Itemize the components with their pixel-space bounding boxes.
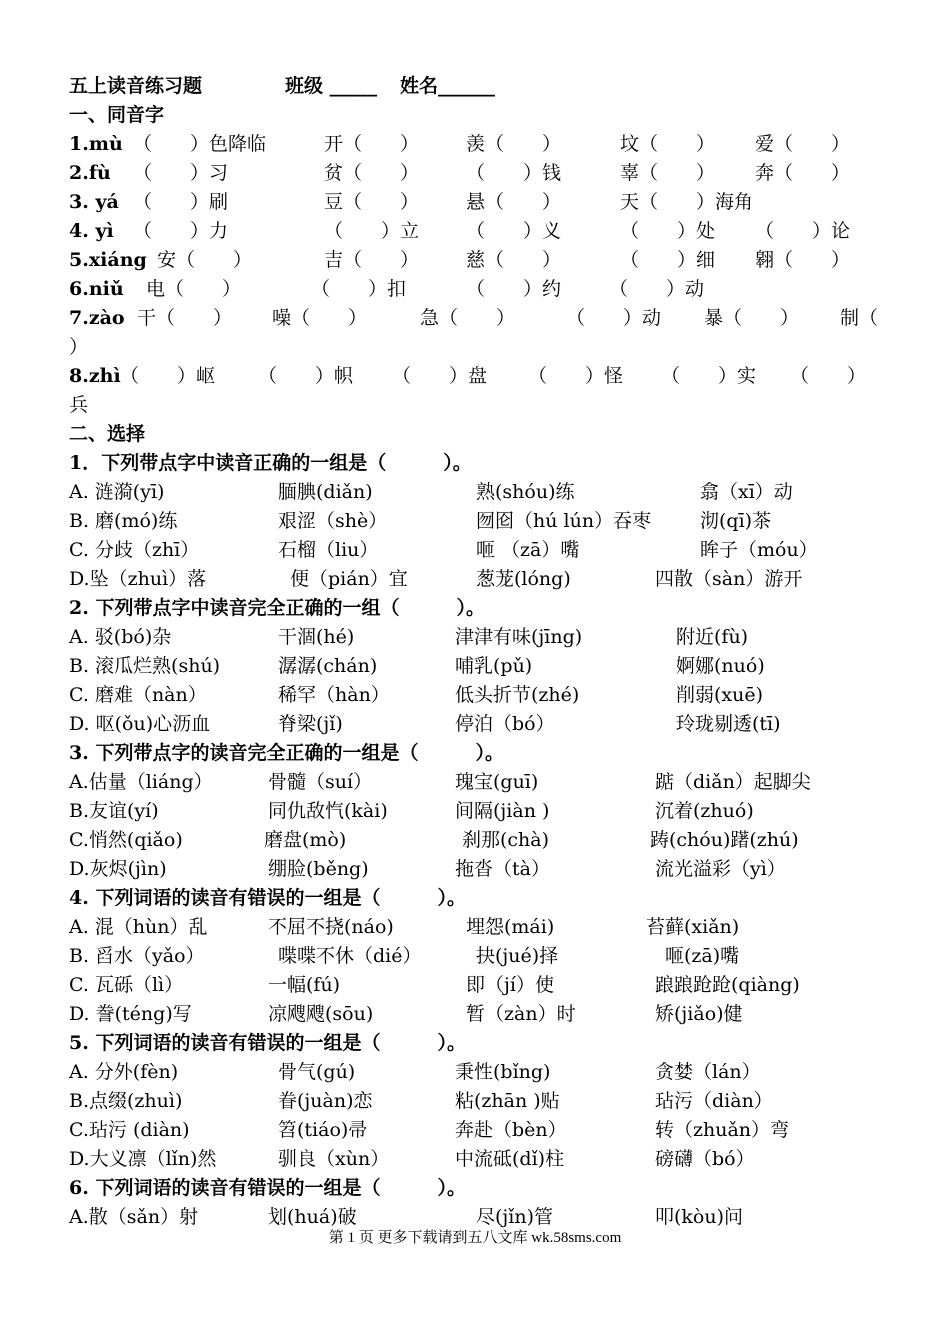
text-cell: 停泊（bó） [455, 713, 555, 735]
section-heading [0, 101, 950, 130]
text-cell: 磅礴（bó） [655, 1148, 755, 1170]
text-cell: 开（ ） [324, 133, 420, 155]
text-cell: 4. 下列词语的读音有错误的一组是（ ）。 [69, 887, 466, 909]
text-cell: （ ）处 [620, 220, 716, 242]
text-cell: 沉着(zhuó) [655, 800, 754, 822]
answer-option [0, 536, 950, 565]
homophone-row-continued [0, 391, 950, 420]
text-cell: D. 誊(téng)写 [69, 1003, 192, 1025]
answer-option [0, 623, 950, 652]
text-cell: 吉（ ） [324, 249, 420, 271]
text-cell: 暂（zàn）时 [466, 1003, 576, 1025]
text-cell: 尽(jǐn)管 [476, 1206, 554, 1228]
text-cell: 秉性(bǐng) [455, 1061, 551, 1083]
text-cell: 不屈不挠(náo) [268, 916, 394, 938]
homophone-row [0, 246, 950, 275]
text-cell: 拖沓（tà） [455, 858, 550, 880]
text-cell: 腼腆(diǎn) [278, 481, 373, 503]
text-cell: 翕（xī）动 [700, 481, 793, 503]
text-cell: 豆（ ） [324, 191, 420, 213]
text-cell: 附近(fù) [676, 626, 749, 648]
text-cell: 1．下列带点字中读音正确的一组是（ ）。 [69, 452, 472, 474]
text-cell: 即（jí）使 [466, 974, 554, 996]
text-cell: 4. yì [69, 220, 114, 242]
text-cell: D.坠（zhuì）落 [69, 568, 207, 590]
text-cell: 便（pián）宜 [290, 568, 408, 590]
text-cell: 悬（ ） [466, 191, 562, 213]
text-cell: （ ）义 [466, 220, 562, 242]
text-cell: 脊梁(jǐ) [278, 713, 343, 735]
answer-option [0, 1116, 950, 1145]
text-cell: 一、同音字 [69, 104, 165, 126]
text-cell: 中流砥(dǐ)柱 [455, 1148, 565, 1170]
text-cell: 1.mù [69, 133, 123, 155]
worksheet-header [0, 72, 950, 101]
text-cell: 石榴（liu） [278, 539, 379, 561]
text-cell: A.估量（liáng） [69, 771, 213, 793]
text-cell: 绷脸(běng) [268, 858, 369, 880]
text-cell: （ ）动 [609, 278, 705, 300]
text-cell: 踌(chóu)躇(zhú) [650, 829, 799, 851]
text-cell: 坟（ ） [620, 133, 716, 155]
text-cell: 6.niǔ [69, 278, 124, 300]
text-cell: 奔（ ） [755, 162, 851, 184]
text-cell: 2.fù [69, 162, 111, 184]
name-field-label: 姓名______ [400, 75, 496, 97]
text-cell: 电（ ） [146, 278, 242, 300]
answer-option [0, 1087, 950, 1116]
text-cell: （ ）盘 [392, 365, 488, 387]
text-cell: （ ）细 [620, 249, 716, 271]
answer-option [0, 507, 950, 536]
text-cell: 急（ ） [420, 307, 516, 329]
text-cell: 埋怨(mái) [466, 916, 555, 938]
text-cell: 流光溢彩（yì） [655, 858, 786, 880]
text-cell: （ ）论 [755, 220, 851, 242]
text-cell: 划(huá)破 [268, 1206, 357, 1228]
question-stem [0, 594, 950, 623]
text-cell: 7.zào [69, 307, 125, 329]
homophone-row [0, 304, 950, 333]
section-heading [0, 420, 950, 449]
text-cell: 低头折节(zhé) [455, 684, 580, 706]
text-cell: D.灰烬(jìn) [69, 858, 167, 880]
text-cell: 沏(qī)茶 [700, 510, 772, 532]
worksheet-title: 五上读音练习题 [69, 75, 203, 97]
text-cell: 哺乳(pǔ) [455, 655, 533, 677]
text-cell: 粘(zhān )贴 [455, 1090, 560, 1112]
text-cell: 踮（diǎn）起脚尖 [655, 771, 811, 793]
text-cell: （ ）色降临 [133, 133, 267, 155]
text-cell: 骨气(gú) [278, 1061, 356, 1083]
text-cell: 婀娜(nuó) [676, 655, 765, 677]
text-cell: 5.xiáng [69, 249, 147, 271]
text-cell: 削弱(xuē) [676, 684, 764, 706]
text-cell: 葱茏(lóng) [476, 568, 571, 590]
text-cell: 贪婪（lán） [655, 1061, 761, 1083]
homophone-row [0, 275, 950, 304]
answer-option [0, 478, 950, 507]
answer-option [0, 913, 950, 942]
text-cell: （ ）怪 [528, 365, 624, 387]
answer-option [0, 971, 950, 1000]
text-cell: 津津有味(jīng) [455, 626, 583, 648]
text-cell: 磨盘(mò) [264, 829, 347, 851]
question-stem [0, 739, 950, 768]
text-cell: 间隔(jiàn ) [455, 800, 550, 822]
text-cell: D. 呕(ǒu)心沥血 [69, 713, 211, 735]
class-field-label: 班级 _____ [285, 75, 378, 97]
text-cell: 潺潺(chán) [278, 655, 378, 677]
text-cell: 3. 下列带点字的读音完全正确的一组是（ ）。 [69, 742, 504, 764]
text-cell: C. 瓦砾（lì） [69, 974, 184, 996]
text-cell: 眷(juàn)恋 [278, 1090, 373, 1112]
text-cell: 咂 （zā）嘴 [476, 539, 580, 561]
text-cell: 眸子（móu） [700, 539, 818, 561]
answer-option [0, 1058, 950, 1087]
text-cell: 8.zhì [69, 365, 121, 387]
text-cell: （ ）刷 [133, 191, 229, 213]
text-cell: 艰涩（shè） [278, 510, 388, 532]
question-stem [0, 449, 950, 478]
text-cell: （ ）动 [566, 307, 662, 329]
text-cell: 羡（ ） [466, 133, 562, 155]
answer-option [0, 1000, 950, 1029]
question-stem [0, 1029, 950, 1058]
text-cell: （ ）岖 [120, 365, 216, 387]
text-cell: 2. 下列带点字中读音完全正确的一组（ ）。 [69, 597, 485, 619]
text-cell: 玷污（diàn） [655, 1090, 773, 1112]
text-cell: 6. 下列词语的读音有错误的一组是（ ）。 [69, 1177, 466, 1199]
homophone-row [0, 159, 950, 188]
answer-option [0, 565, 950, 594]
text-cell: （ ） [790, 365, 867, 387]
text-cell: 笤(tiáo)帚 [278, 1119, 368, 1141]
question-stem [0, 884, 950, 913]
text-cell: （ ）约 [466, 278, 562, 300]
text-cell: 爱（ ） [755, 133, 851, 155]
homophone-row-continued [0, 333, 950, 362]
text-cell: 慈（ ） [466, 249, 562, 271]
text-cell: B.点缀(zhuì) [69, 1090, 183, 1112]
text-cell: A.散（sǎn）射 [69, 1206, 199, 1228]
answer-option [0, 681, 950, 710]
text-cell: 奔赴（bèn） [455, 1119, 567, 1141]
text-cell: 驯良（xùn） [278, 1148, 390, 1170]
text-cell: 翱（ ） [755, 249, 851, 271]
text-cell: C.玷污 (diàn) [69, 1119, 190, 1141]
text-cell: A. 混（hùn）乱 [69, 916, 208, 938]
text-cell: 抉(jué)择 [476, 945, 559, 967]
text-cell: 安（ ） [157, 249, 253, 271]
text-cell: 干涸(hé) [278, 626, 355, 648]
text-cell: 叩(kòu)问 [655, 1206, 744, 1228]
text-cell: （ ）力 [133, 220, 229, 242]
text-cell: 玲珑剔透(tī) [676, 713, 781, 735]
homophone-row [0, 188, 950, 217]
text-cell: B. 滚瓜烂熟(shú) [69, 655, 221, 677]
text-cell: 3. yá [69, 191, 119, 213]
text-cell: 兵 [69, 394, 89, 416]
text-cell: 暴（ ） [704, 307, 800, 329]
answer-option [0, 826, 950, 855]
text-cell: 咂(zā)嘴 [665, 945, 740, 967]
text-cell: 干（ ） [137, 307, 233, 329]
text-cell: C. 磨难（nàn） [69, 684, 207, 706]
page-footer: 第 1 页 更多下载请到五八文库 wk.58sms.com [328, 1230, 622, 1246]
homophone-row [0, 362, 950, 391]
text-cell: 转（zhuǎn）弯 [655, 1119, 790, 1141]
answer-option [0, 652, 950, 681]
text-cell: （ ）钱 [466, 162, 562, 184]
text-cell: 噪（ ） [272, 307, 368, 329]
text-cell: （ ）帜 [258, 365, 354, 387]
text-cell: 制（ [840, 307, 879, 329]
text-cell: 刹那(chà) [462, 829, 550, 851]
answer-option [0, 710, 950, 739]
text-cell: （ ）习 [133, 162, 229, 184]
text-cell: B. 舀水（yǎo） [69, 945, 205, 967]
answer-option [0, 768, 950, 797]
answer-option [0, 942, 950, 971]
answer-option [0, 855, 950, 884]
text-cell: （ ）实 [661, 365, 757, 387]
text-cell: 5. 下列词语的读音有错误的一组是（ ）。 [69, 1032, 466, 1054]
homophone-row [0, 217, 950, 246]
text-cell: 瑰宝(guī) [455, 771, 539, 793]
text-cell: 同仇敌忾(kài) [268, 800, 388, 822]
text-cell: B. 磨(mó)练 [69, 510, 178, 532]
text-cell: 天（ ）海角 [620, 191, 754, 213]
text-cell: 二、选择 [69, 423, 146, 445]
question-stem [0, 1174, 950, 1203]
text-cell: ） [69, 336, 89, 358]
text-cell: 贫（ ） [324, 162, 420, 184]
text-cell: 熟(shóu)练 [476, 481, 575, 503]
text-cell: 稀罕（hàn） [278, 684, 390, 706]
text-cell: 四散（sàn）游开 [655, 568, 803, 590]
text-cell: （ ）扣 [311, 278, 407, 300]
text-cell: 矫(jiǎo)健 [655, 1003, 743, 1025]
text-cell: （ ）立 [324, 220, 420, 242]
text-cell: C. 分歧（zhī） [69, 539, 200, 561]
homophone-row [0, 130, 950, 159]
text-cell: 喋喋不休（dié） [278, 945, 422, 967]
text-cell: 一幅(fú) [268, 974, 341, 996]
text-cell: 辜（ ） [620, 162, 716, 184]
text-cell: A. 驳(bó)杂 [69, 626, 172, 648]
text-cell: A. 分外(fèn) [69, 1061, 179, 1083]
text-cell: D.大义凛（lǐn)然 [69, 1148, 217, 1170]
text-cell: C.悄然(qiǎo) [69, 829, 183, 851]
text-cell: 苔藓(xiǎn) [646, 916, 740, 938]
text-cell: 踉踉跄跄(qiàng) [655, 974, 800, 996]
answer-option [0, 1145, 950, 1174]
answer-option [0, 797, 950, 826]
text-cell: 凉飕飕(sōu) [268, 1003, 374, 1025]
text-cell: 骨髓（suí） [268, 771, 373, 793]
text-cell: 囫囵（hú lún）吞枣 [476, 510, 652, 532]
text-cell: B.友谊(yí) [69, 800, 159, 822]
text-cell: A. 涟漪(yī) [69, 481, 165, 503]
